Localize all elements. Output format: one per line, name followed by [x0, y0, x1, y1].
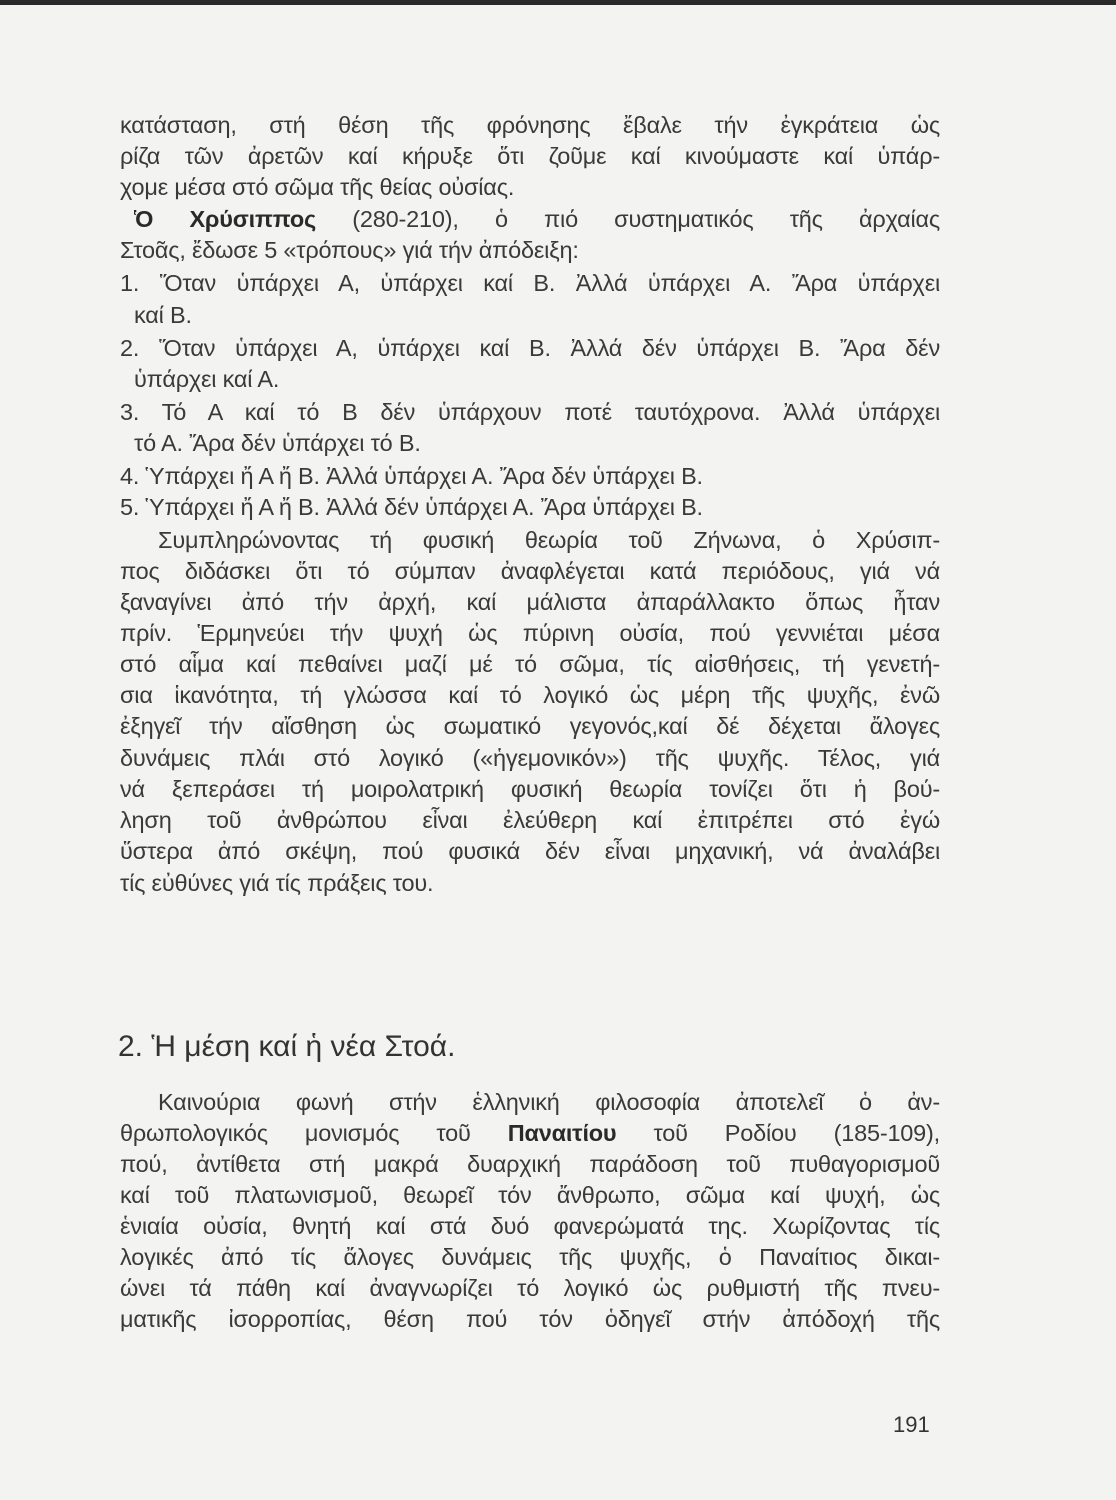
text-line	[134, 364, 940, 394]
text-line	[120, 1118, 940, 1148]
text-line	[134, 428, 940, 458]
line-text: ὑπάρχει καί Α.	[134, 366, 280, 392]
line-text: ὕστερα ἀπό σκέψη, πού φυσικά δέν εἶναι μηχανική, νά ἀναλάβει	[120, 838, 940, 864]
line-text: πού, ἀντίθετα στή μακρά δυαρχική παράδοση τοῦ πυθαγορισμοῦ	[120, 1151, 940, 1177]
text-line	[120, 1211, 940, 1241]
line-text: πος διδάσκει ὅτι τό σύμπαν ἀναφλέγεται κατά περιόδους, γιά νά	[120, 558, 940, 584]
line-text: πρίν. Ἑρμηνεύει τήν ψυχή ὡς πύρινη οὐσία, πού γεννιέται μέσα	[120, 620, 940, 646]
text-line	[120, 1149, 940, 1179]
text-line	[120, 618, 940, 648]
text-line	[120, 235, 940, 265]
text-line	[120, 649, 940, 679]
text-line	[120, 805, 940, 835]
line-text: Συμπληρώνοντας τή φυσική θεωρία τοῦ Ζήνωνα, ὁ Χρύσιπ-	[158, 527, 940, 553]
text-line	[120, 680, 940, 710]
text-line	[120, 1242, 940, 1272]
line-text: λογικές ἀπό τίς ἄλογες δυνάμεις τῆς ψυχῆς, ὁ Παναίτιος δικαι-	[120, 1244, 940, 1270]
text-line	[120, 397, 940, 427]
section-heading: 2. Ἡ μέση καί ἡ νέα Στοά.	[118, 1030, 456, 1063]
text-line	[120, 711, 940, 741]
text-line	[120, 743, 940, 773]
line-text: καί τοῦ πλατωνισμοῦ, θεωρεῖ τόν ἄνθρωπο, σῶμα καί ψυχή, ὡς	[120, 1182, 940, 1208]
bold-name: Ὁ Χρύσιππος	[134, 206, 317, 232]
scan-top-edge	[0, 0, 1116, 5]
text-line	[120, 110, 940, 140]
line-text: ἐξηγεῖ τήν αἴσθηση ὡς σωματικό γεγονός,καί δέ δέχεται ἄλογες	[120, 713, 940, 739]
line-text: ρίζα τῶν ἀρετῶν καί κήρυξε ὅτι ζοῦμε καί κινούμαστε καί ὑπάρ-	[120, 143, 940, 169]
line-text: δυνάμεις πλάι στό λογικό («ἡγεμονικόν») τῆς ψυχῆς. Τέλος, γιά	[120, 745, 940, 771]
line-text: Καινούρια φωνή στήν ἑλληνική φιλοσοφία ἀποτελεῖ ὁ ἀν-	[158, 1089, 940, 1115]
line-text: 5. Ὑπάρχει ἤ Α ἤ Β. Ἀλλά δέν ὑπάρχει Α. Ἄρα ὑπάρχει Β.	[120, 494, 703, 520]
text-line	[120, 333, 940, 363]
text-line	[120, 868, 940, 898]
line-text: 2. Ὅταν ὑπάρχει Α, ὑπάρχει καί Β. Ἀλλά δέν ὑπάρχει Β. Ἄρα δέν	[120, 335, 940, 361]
text-line	[158, 525, 940, 555]
text-line	[120, 461, 940, 491]
line-text: ματικῆς ἰσορροπίας, θέση πού τόν ὁδηγεῖ στήν ἀπόδοχή τῆς	[120, 1306, 940, 1332]
line-text: νά ξεπεράσει τή μοιρολατρική φυσική θεωρία τονίζει ὅτι ἡ βού-	[120, 776, 940, 802]
text-line	[120, 492, 940, 522]
text-line	[120, 556, 940, 586]
line-text: κατάσταση, στή θέση τῆς φρόνησης ἔβαλε τήν ἐγκράτεια ὡς	[120, 112, 940, 138]
line-text: θρωπολογικός μονισμός τοῦ	[120, 1120, 508, 1146]
text-line	[120, 1273, 940, 1303]
text-line	[120, 774, 940, 804]
line-text: τίς εὐθύνες γιά τίς πράξεις του.	[120, 870, 434, 896]
text-line	[134, 300, 940, 330]
text-line	[120, 1304, 940, 1334]
line-text: στό αἷμα καί πεθαίνει μαζί μέ τό σῶμα, τίς αἰσθήσεις, τή γενετή-	[120, 651, 940, 677]
text-line	[120, 587, 940, 617]
line-text: 3. Τό Α καί τό Β δέν ὑπάρχουν ποτέ ταυτόχρονα. Ἀλλά ὑπάρχει	[120, 399, 940, 425]
page-number: 191	[893, 1412, 930, 1437]
text-line	[120, 1180, 940, 1210]
text-line	[134, 204, 940, 234]
line-text: 1. Ὅταν ὑπάρχει Α, ὑπάρχει καί Β. Ἀλλά ὑπάρχει Α. Ἄρα ὑπάρχει	[120, 270, 940, 296]
text-line	[120, 172, 940, 202]
line-text: ληση τοῦ ἀνθρώπου εἶναι ἐλεύθερη καί ἐπιτρέπει στό ἐγώ	[120, 807, 940, 833]
text-line	[158, 1087, 940, 1117]
line-text: σια ἱκανότητα, τή γλώσσα καί τό λογικό ὡς μέρη τῆς ψυχῆς, ἐνῶ	[120, 682, 940, 708]
line-text: Στοᾶς, ἔδωσε 5 «τρόπους» γιά τήν ἀπόδειξη:	[120, 237, 579, 263]
text-line	[120, 268, 940, 298]
text-line	[120, 141, 940, 171]
line-text: τοῦ Ροδίου (185-109),	[616, 1120, 940, 1146]
line-text: τό Α. Ἄρα δέν ὑπάρχει τό Β.	[134, 430, 421, 456]
line-text: ξαναγίνει ἀπό τήν ἀρχή, καί μάλιστα ἀπαράλλακτο ὅπως ἦταν	[120, 589, 940, 615]
text-line	[120, 836, 940, 866]
line-text: καί Β.	[134, 302, 192, 328]
line-text: (280-210), ὁ πιό συστηματικός τῆς ἀρχαίας	[316, 206, 940, 232]
line-text: ώνει τά πάθη καί ἀναγνωρίζει τό λογικό ὡς ρυθμιστή τῆς πνευ-	[120, 1275, 940, 1301]
line-text: 4. Ὑπάρχει ἤ Α ἤ Β. Ἀλλά ὑπάρχει Α. Ἄρα δέν ὑπάρχει Β.	[120, 463, 703, 489]
bold-name: Παναιτίου	[507, 1120, 617, 1146]
line-text: ἑνιαία οὐσία, θνητή καί στά δυό φανερώματά της. Χωρίζοντας τίς	[120, 1213, 940, 1239]
line-text: χομε μέσα στό σῶμα τῆς θείας οὐσίας.	[120, 174, 515, 200]
